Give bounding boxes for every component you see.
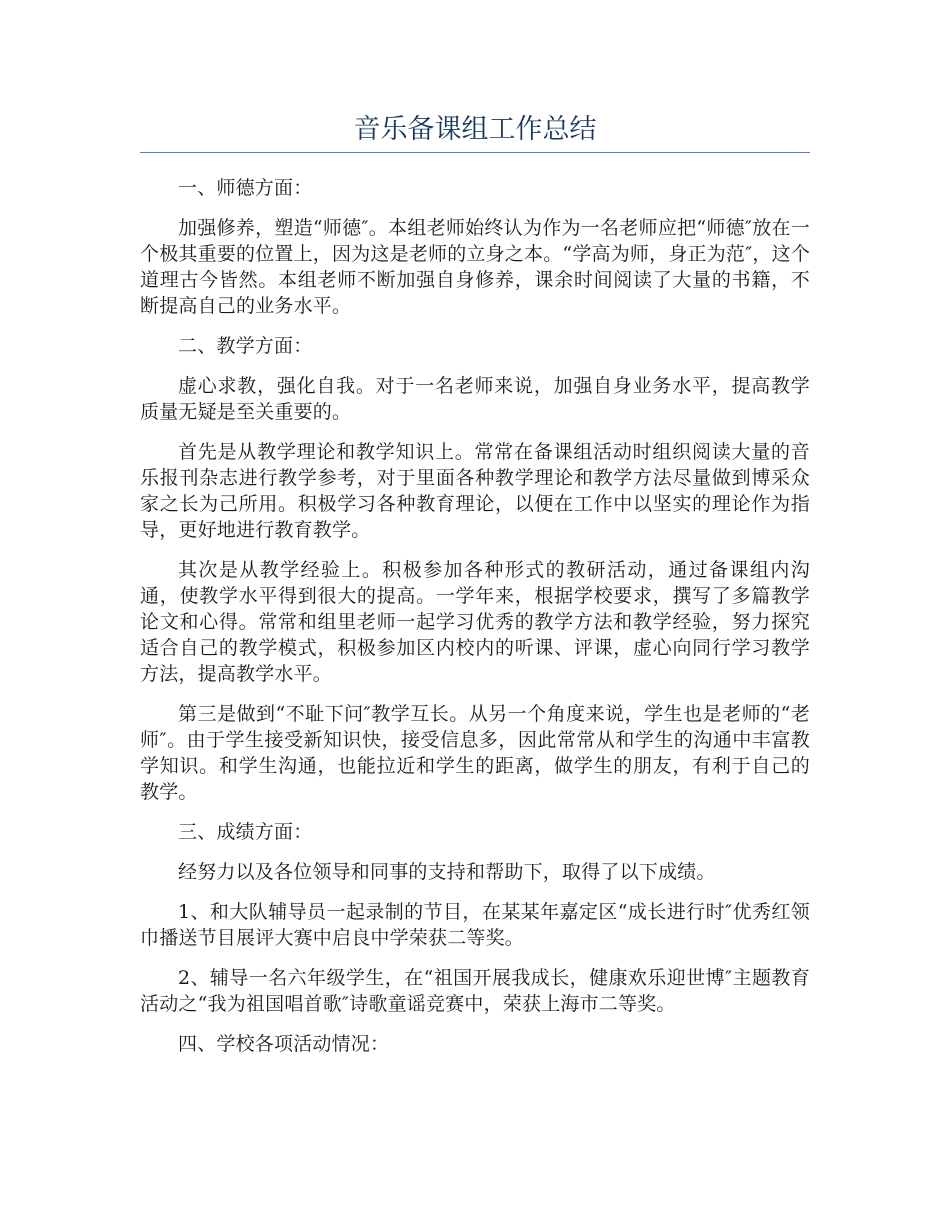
section-heading-teaching: 二、教学方面：: [178, 335, 313, 357]
achievement-item: 1、和大队辅导员一起录制的节目，在某某年嘉定区“成长进行时″优秀红领巾播送节目展评大赛中启良中学荣获二等奖。: [140, 901, 810, 949]
paragraph: 首先是从教学理论和教学知识上。常常在备课组活动时组织阅读大量的音乐报刊杂志进行教学参考，对于里面各种教学理论和教学方法尽量做到博采众家之长为己所用。积极学习各种教育理论，以便在工作中以坚实的理论作为指导，更好地进行教育教学。: [140, 441, 810, 541]
document-page: [140, 0, 810, 1071]
paragraph: 虚心求教，强化自我。对于一名老师来说，加强自身业务水平，提高教学质量无疑是至关重要的。: [140, 375, 810, 423]
paragraph: 经努力以及各位领导和同事的支持和帮助下，取得了以下成绩。: [178, 861, 716, 883]
section-heading-achievements: 三、成绩方面：: [178, 821, 313, 843]
paragraph: 其次是从教学经验上。积极参加各种形式的教研活动，通过备课组内沟通，使教学水平得到很大的提高。一学年来，根据学校要求，撰写了多篇教学论文和心得。常常和组里老师一起学习优秀的教学方法和教学经验，努力探究适合自己的教学模式，积极参加区内校内的听课、评课，虚心向同行学习教学方法，提高教学水平。: [140, 559, 810, 685]
achievement-item: 2、辅导一名六年级学生，在“祖国开展我成长，健康欢乐迎世博″主题教育活动之“我为祖国唱首歌″诗歌童谣竞赛中，荣获上海市二等奖。: [140, 967, 810, 1015]
paragraph: 加强修养，塑造“师德″。本组老师始终认为作为一名老师应把“师德″放在一个极其重要的位置上，因为这是老师的立身之本。“学高为师，身正为范″，这个道理古今皆然。本组老师不断加强自身修养，课余时间阅读了大量的书籍，不断提高自己的业务水平。: [140, 217, 811, 317]
document-body: [140, 175, 810, 1057]
paragraph: 第三是做到“不耻下问″教学互长。从另一个角度来说，学生也是老师的“老师″。由于学生接受新知识快，接受信息多，因此常常从和学生的沟通中丰富教学知识。和学生沟通，也能拉近和学生的距离，做学生的朋友，有利于自己的教学。: [140, 703, 810, 803]
section-heading-activities: 四、学校各项活动情况：: [178, 1033, 390, 1055]
document-title: 音乐备课组工作总结: [140, 110, 810, 153]
section-heading-ethics: 一、师德方面：: [178, 177, 313, 199]
